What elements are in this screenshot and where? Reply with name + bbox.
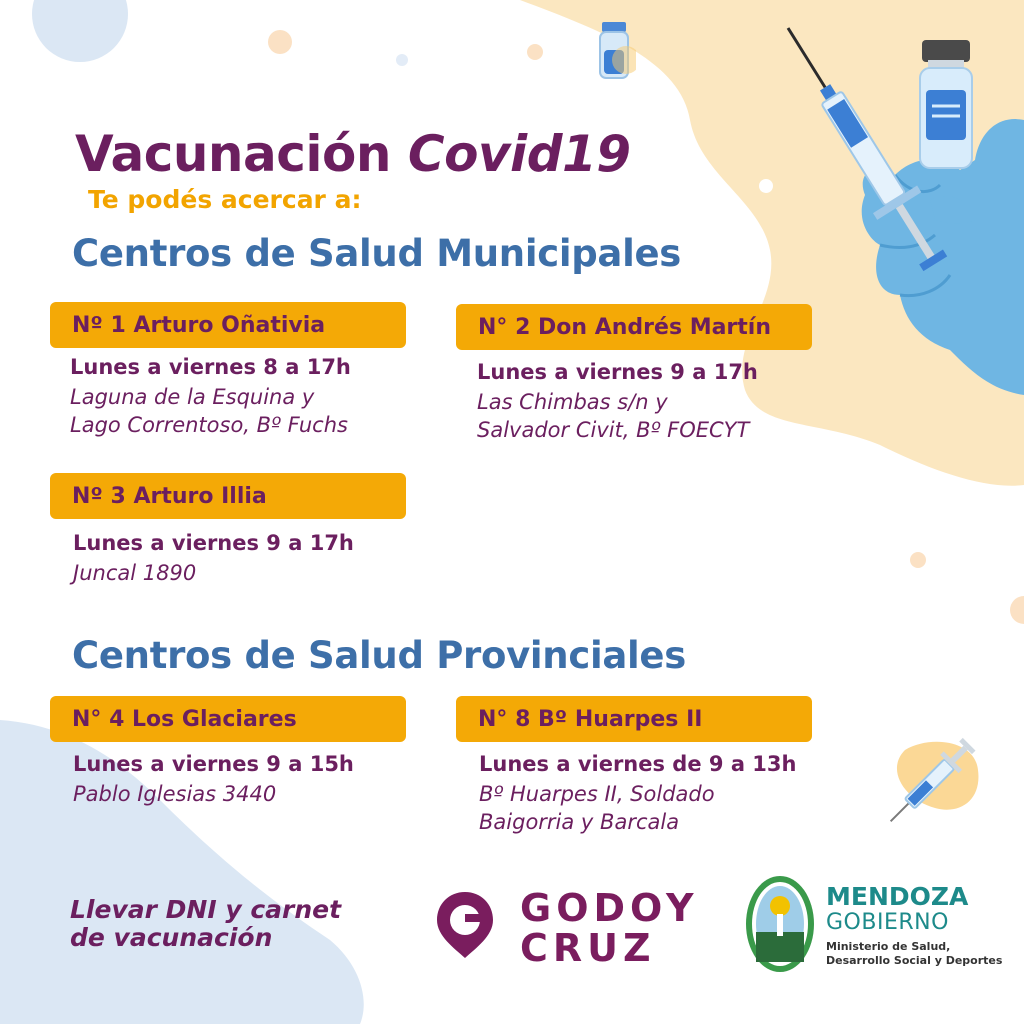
location-pin-icon — [434, 890, 496, 960]
note-line-2: de vacunación — [70, 923, 273, 952]
ministry-line-1: Ministerio de Salud, — [826, 940, 951, 953]
center-2-address-2: Salvador Civit, Bº FOECYT — [477, 418, 750, 442]
subtitle: Te podés acercar a: — [88, 185, 362, 214]
provincial-coat-of-arms-icon — [744, 874, 816, 974]
page-title — [75, 125, 631, 183]
center-8-name: N° 8 Bº Huarpes II — [456, 696, 812, 742]
godoy-cruz-logo-text — [520, 888, 699, 968]
title-main: Vacunación — [75, 125, 391, 183]
note-line-1: Llevar DNI y carnet — [70, 895, 342, 924]
center-8-address-2: Baigorria y Barcala — [479, 810, 680, 834]
provincial-heading: Centros de Salud Provinciales — [72, 634, 686, 677]
syringe-icon — [868, 728, 988, 838]
center-8-address-1: Bº Huarpes II, Soldado — [479, 782, 715, 806]
center-2-address-1: Las Chimbas s/n y — [477, 390, 668, 414]
center-8-hours: Lunes a viernes de 9 a 13h — [479, 752, 797, 776]
ministry-line-2: Desarrollo Social y Deportes — [826, 954, 1003, 967]
cruz-line: CRUZ — [520, 926, 656, 970]
requirements-note — [70, 896, 341, 952]
mendoza-gobierno: GOBIERNO — [826, 910, 949, 935]
municipal-heading: Centros de Salud Municipales — [72, 232, 681, 275]
center-1-hours: Lunes a viernes 8 a 17h — [70, 355, 351, 379]
mendoza-name: MENDOZA — [826, 882, 969, 911]
ministry-name — [826, 940, 1002, 968]
center-4-address-1: Pablo Iglesias 3440 — [73, 782, 277, 806]
center-1-address-1: Laguna de la Esquina y — [70, 385, 315, 409]
center-3-address-1: Juncal 1890 — [73, 561, 197, 585]
center-2-hours: Lunes a viernes 9 a 17h — [477, 360, 758, 384]
center-3-name: Nº 3 Arturo Illia — [50, 473, 406, 519]
center-4-name: N° 4 Los Glaciares — [50, 696, 406, 742]
center-1-address-2: Lago Correntoso, Bº Fuchs — [70, 413, 348, 437]
center-4-hours: Lunes a viernes 9 a 15h — [73, 752, 354, 776]
center-3-hours: Lunes a viernes 9 a 17h — [73, 531, 354, 555]
godoy-line: GODOY — [520, 886, 699, 930]
center-1-name: Nº 1 Arturo Oñativia — [50, 302, 406, 348]
small-vaccine-vial-icon — [596, 20, 636, 82]
title-emphasis: Covid19 — [407, 125, 631, 183]
center-2-name: N° 2 Don Andrés Martín — [456, 304, 812, 350]
